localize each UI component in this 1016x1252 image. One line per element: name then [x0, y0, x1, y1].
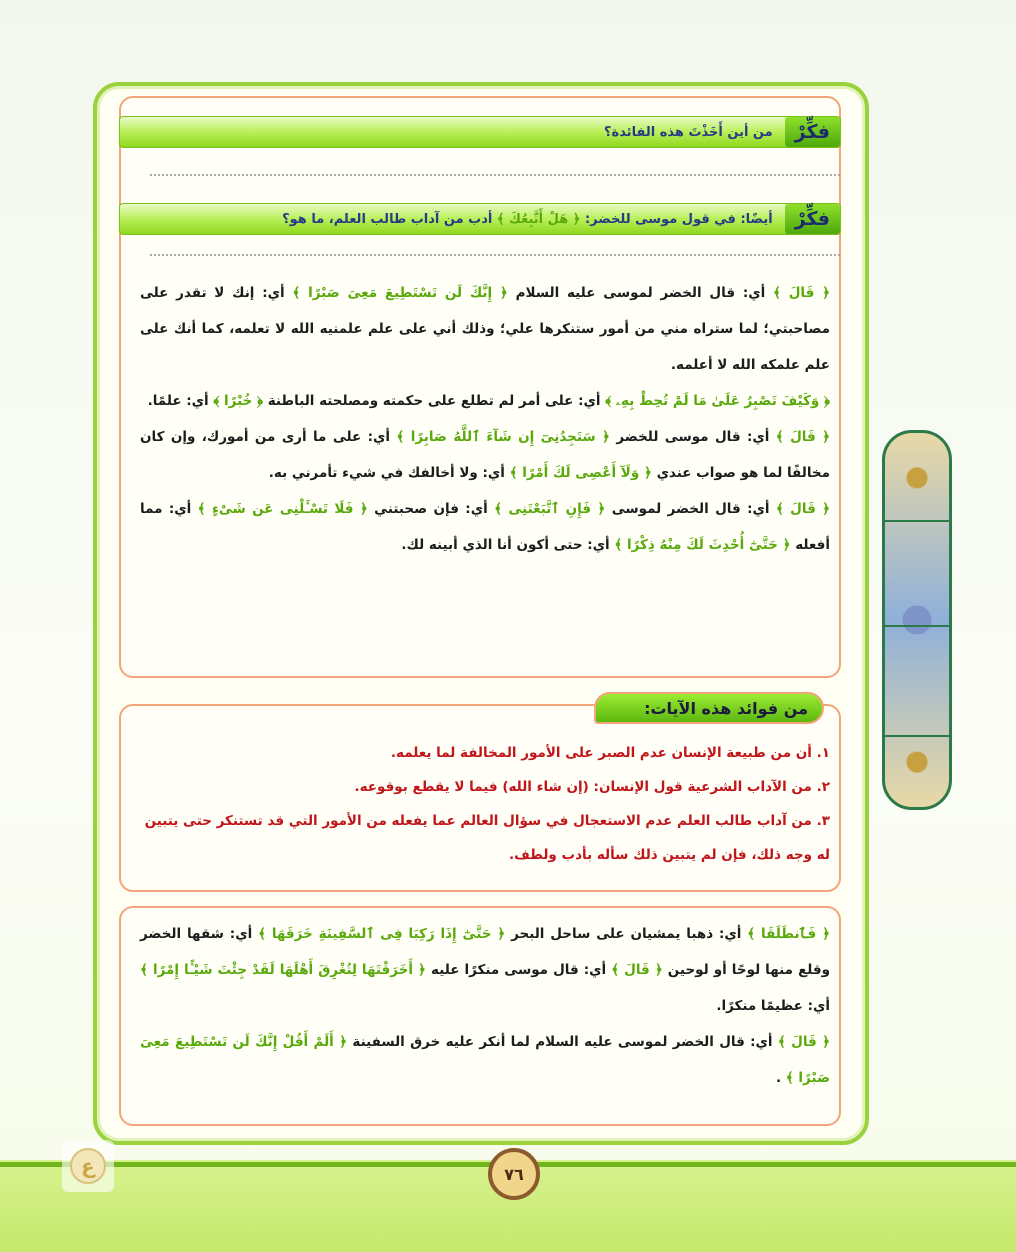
- answer-line: [150, 254, 840, 256]
- text: أي: عظيمًا منكرًا.: [716, 998, 830, 1014]
- think-question: من أين أَخَذْتَ هذه الفائدة؟: [604, 124, 773, 140]
- verse: ﴿ هَلْ أَتَّبِعُكَ ﴾: [496, 211, 581, 227]
- think-question: [270, 212, 785, 227]
- text: .: [775, 1070, 782, 1086]
- think-bar-2: [119, 203, 841, 235]
- publisher-logo: [62, 1140, 114, 1192]
- verse: ﴿ إِنَّكَ لَن تَسْتَطِيعَ مَعِىَ صَبْرًا ﴾: [292, 285, 508, 301]
- think-tag: فكِّرْ: [785, 117, 840, 147]
- paragraph: [140, 419, 830, 491]
- text: أي: ولا أخالفك في شيء تأمرني به.: [268, 465, 505, 481]
- logo-icon: [68, 1146, 108, 1186]
- verse: ﴿ فَلَا تَسْـَٔلْنِى عَن شَىْءٍ ﴾: [197, 501, 368, 517]
- text: أي: حتى أكون أنا الذي أبينه لك.: [401, 537, 610, 553]
- lesson-item: ٢. من الآداب الشرعية قول الإنسان: (إن شاء الله) فيما لا يقطع بوقوعه.: [354, 779, 830, 795]
- paragraph: [140, 1024, 830, 1096]
- text: أي: شقها الخضر وقلع منها لوحًا أو لوحين: [140, 926, 831, 978]
- lesson-item: ٣. من آداب طالب العلم عدم الاستعجال في سؤال العالم عما يفعله من الأمور التي قد تستنكر حتى يتبين له وجه ذلك، فإن لم يتبين ذلك سأله بأدب ولطف.: [144, 813, 830, 863]
- text: أي: قال الخضر لموسى: [611, 501, 770, 517]
- text: أي: قال موسى منكرًا عليه: [431, 962, 607, 978]
- text: أي: علمًا.: [147, 393, 209, 409]
- verse: ﴿ وَلَآ أَعْصِى لَكَ أَمْرًا ﴾: [509, 465, 652, 481]
- verse: ﴿ سَتَجِدُنِىٓ إِن شَآءَ ٱللَّهُ صَابِرًا ﴾: [396, 429, 610, 445]
- verse: ﴿ أَلَمْ أَقُلْ إِنَّكَ لَن تَسْتَطِيعَ مَعِىَ صَبْرًا ﴾: [140, 1034, 830, 1086]
- question-text: أيضًا: في قول موسى للخضر:: [584, 211, 773, 227]
- verse: ﴿ قَالَ ﴾: [775, 429, 831, 445]
- verse: ﴿ قَالَ ﴾: [777, 1034, 831, 1050]
- verse: ﴿ قَالَ ﴾: [775, 501, 831, 517]
- verse: ﴿ قَالَ ﴾: [773, 285, 831, 301]
- lessons-title: من فوائد هذه الآيات:: [594, 692, 824, 724]
- verse: ﴿ فَإِنِ ٱتَّبَعْتَنِى ﴾: [494, 501, 606, 517]
- text: أي: مما أفعله: [140, 501, 830, 553]
- ornament-divider: [885, 735, 950, 737]
- text: أي: إنك لا تقدر على مصاحبتي؛ لما ستراه مني من أمور ستنكرها علي؛ وذلك أني على علم علمنيه الله لا تعلمه، كما أنك على علم علمكه الله لا أعلمه.: [140, 285, 830, 373]
- think-bar-1: [119, 116, 841, 148]
- text: أي: على ما أرى من أمورك، وإن كان مخالفًا لما هو صواب عندي: [140, 429, 830, 481]
- text: أي: قال الخضر لموسى عليه السلام لما أنكر عليه خرق السفينة: [352, 1034, 773, 1050]
- explanation-body: [140, 275, 830, 563]
- verse: ﴿ حَتَّىٰٓ إِذَا رَكِبَا فِى ٱلسَّفِينَةِ خَرَقَهَا ﴾: [258, 926, 506, 942]
- answer-line: [150, 174, 840, 176]
- text: أي: على أمر لم تطلع على حكمته ومصلحته الباطنة: [267, 393, 601, 409]
- text: أي: فإن صحبتني: [374, 501, 488, 517]
- lessons-list: [140, 736, 830, 872]
- verse: ﴿ قَالَ ﴾: [611, 962, 663, 978]
- svg-text:ع: ع: [81, 1154, 95, 1178]
- question-text: أدب من آداب طالب العلم، ما هو؟: [282, 211, 493, 227]
- think-tag: فكِّرْ: [785, 204, 840, 234]
- lesson-item: ١. أن من طبيعة الإنسان عدم الصبر على الأمور المخالفة لما يعلمه.: [390, 745, 830, 761]
- text: أي: قال الخضر لموسى عليه السلام: [515, 285, 766, 301]
- paragraph: [140, 275, 830, 383]
- verse: ﴿ فَٱنطَلَقَا ﴾: [747, 926, 831, 942]
- text: أي: ذهبا يمشيان على ساحل البحر: [511, 926, 742, 942]
- page-number: ٧٦: [488, 1148, 540, 1200]
- ornament-divider: [885, 520, 950, 522]
- verse: ﴿ أَخَرَقْتَهَا لِتُغْرِقَ أَهْلَهَا لَقَدْ جِئْتَ شَيْـًٔا إِمْرًا ﴾: [140, 962, 426, 978]
- verse: ﴿ حَتَّىٰٓ أُحْدِثَ لَكَ مِنْهُ ذِكْرًا ﴾: [614, 537, 791, 553]
- paragraph: [140, 916, 830, 1024]
- explanation-body-2: [140, 916, 830, 1096]
- side-ornament: [882, 430, 952, 810]
- verse: ﴿ وَكَيْفَ تَصْبِرُ عَلَىٰ مَا لَمْ تُحِطْ بِهِۦ ﴾: [605, 393, 830, 409]
- verse: ﴿ خُبْرًا ﴾: [213, 393, 264, 409]
- ornament-divider: [885, 625, 950, 627]
- paragraph: [140, 383, 830, 419]
- paragraph: [140, 491, 830, 563]
- text: أي: قال موسى للخضر: [616, 429, 770, 445]
